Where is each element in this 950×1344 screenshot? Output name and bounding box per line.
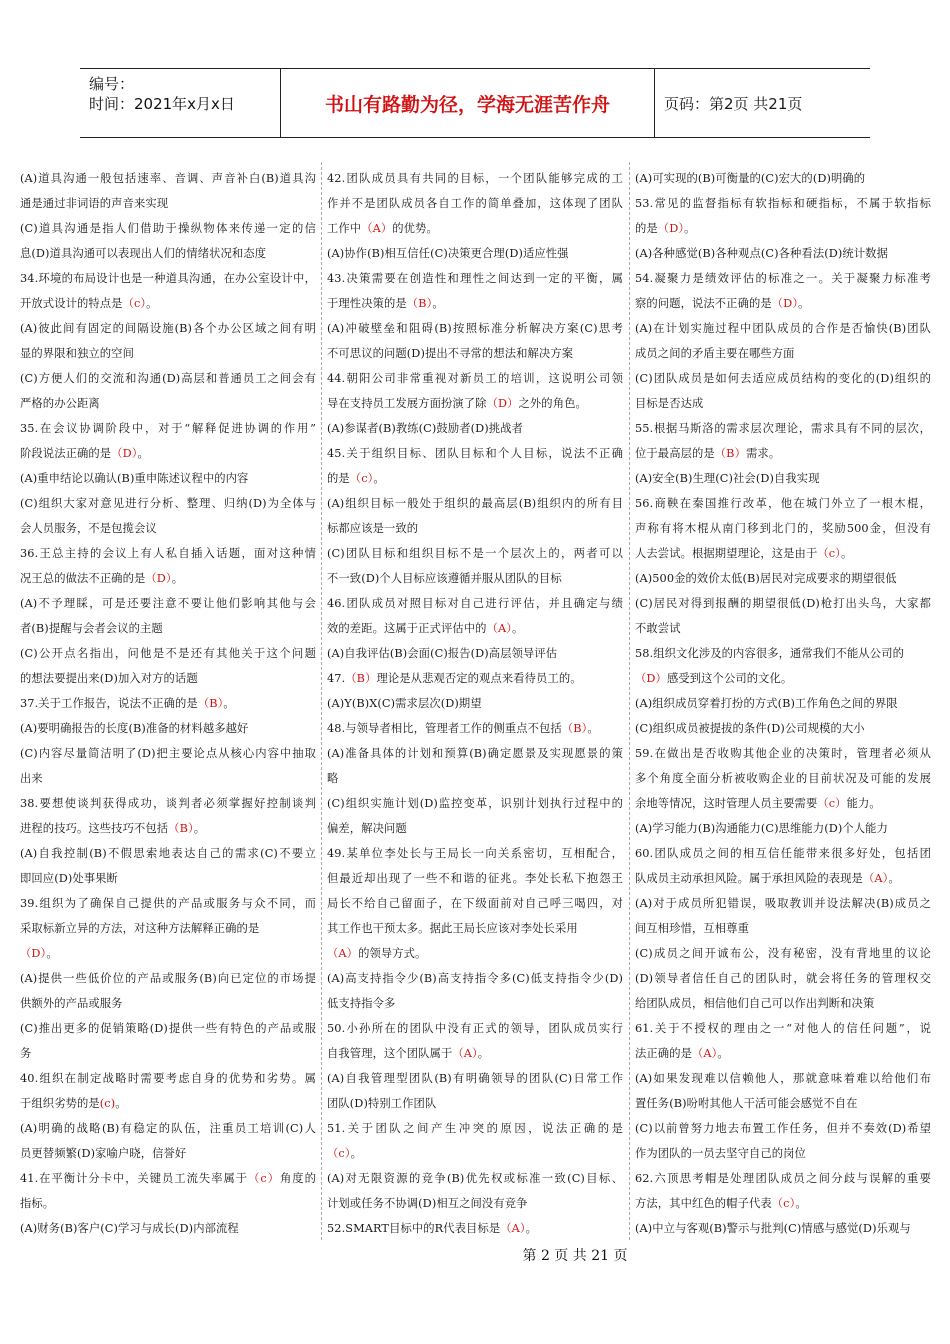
- text-line: 作为团队的一员去坚守自己的岗位: [635, 1147, 806, 1160]
- text-line: 45.关于组织目标、团队目标和个人目标，说法不正确: [327, 447, 623, 460]
- text-line: 作并不是团队成员各自工作的简单叠加，这体现了团队: [327, 197, 623, 210]
- text-line: 余地等情况，这时管理人员主要需要（c）能力。: [635, 797, 881, 810]
- text-line: (A)冲破壁垒和阻碍(B)按照标准分析解决方案(C)思考: [327, 322, 623, 335]
- text-line: 队成员主动承担风险。属于承担风险的表现是（A）。: [635, 872, 900, 885]
- answer-mark: （c）: [817, 547, 841, 560]
- text-line: (A)参谋者(B)教练(C)鼓励者(D)挑战者: [327, 422, 523, 435]
- text-line: (A)可实现的(B)可衡量的(C)宏大的(D)明确的: [635, 172, 866, 185]
- text-line: (A)自我评估(B)会面(C)报告(D)高层领导评估: [327, 647, 558, 660]
- text-line: 的是（D）。: [635, 222, 696, 235]
- text-line: 息(D)道具沟通可以表现出人们的情绪状况和态度: [20, 247, 267, 260]
- text-line: (A)在计划实施过程中团队成员的合作是否愉快(B)团队: [635, 322, 931, 335]
- text-column-1: [20, 166, 316, 1236]
- text-line: (A)500金的效价太低(B)居民对完成要求的期望很低: [635, 572, 897, 585]
- text-line: 局长不给自己留面子，在下级面前对自己呼三喝四，对: [327, 897, 623, 910]
- answer-mark: （c）: [817, 797, 847, 810]
- text-line: 51.关于团队之间产生冲突的原因，说法正确的是: [327, 1122, 623, 1135]
- text-line: (C)组织成员被提拔的条件(D)公司规模的大小: [635, 722, 865, 735]
- text-line: (A)道具沟通一般包括速率、音调、声音补白(B)道具沟: [20, 172, 316, 185]
- text-line: 41.在平衡计分卡中，关键员工流失率属于（c）角度的: [20, 1172, 316, 1185]
- text-line: (A)对无限资源的竞争(B)优先权或标准一致(C)目标、: [327, 1172, 623, 1185]
- page-header: [80, 68, 870, 138]
- text-line: (A)协作(B)相互信任(C)决策更合理(D)适应性强: [327, 247, 569, 260]
- text-line: 55.根据马斯洛的需求层次理论，需求具有不同的层次，: [635, 422, 931, 435]
- answer-mark: （A）: [327, 947, 359, 960]
- text-line: (A)重申结论以确认(B)重申陈述议程中的内容: [20, 472, 249, 485]
- text-line: 置任务(B)吩咐其他人干活可能会感觉不自在: [635, 1097, 858, 1110]
- text-line: 36.王总主持的会议上有人私自插入话题，面对这种情: [20, 547, 316, 560]
- text-line: 指标。: [20, 1197, 55, 1210]
- text-line: 43.决策需要在创造性和理性之间达到一定的平衡，属: [327, 272, 623, 285]
- text-line: 采取标新立异的方法，对这种方法解释正确的是: [20, 922, 260, 935]
- text-line: 多个角度全面分析被收购企业的目前状况及可能的发展: [635, 772, 931, 785]
- text-line: （c）。: [327, 1147, 362, 1160]
- text-line: (A)学习能力(B)沟通能力(C)思维能力(D)个人能力: [635, 822, 888, 835]
- header-page-cell: [655, 69, 870, 137]
- answer-mark: （c）: [327, 1147, 351, 1160]
- text-line: 略: [327, 772, 339, 785]
- text-line: (A)自我控制(B)不假思索地表达自己的需求(C)不要立: [20, 847, 316, 860]
- text-line: 42.团队成员具有共同的目标，一个团队能够完成的工: [327, 172, 623, 185]
- text-line: 者(B)提醒与会者会议的主题: [20, 622, 163, 635]
- answer-mark: （D）: [145, 572, 172, 585]
- text-line: 不一致(D)个人目标应该遵循并服从团队的目标: [327, 572, 562, 585]
- text-line: (A)要明确报告的长度(B)准备的材料越多越好: [20, 722, 249, 735]
- text-line: 59.在做出是否收购其他企业的决策时，管理者必须从: [635, 747, 931, 760]
- text-line: 34.环境的布局设计也是一种道具沟通，在办公室设计中，: [20, 272, 316, 285]
- text-line: (C)团队目标和组织目标不是一个层次上的，两者可以: [327, 547, 623, 560]
- text-line: 58.组织文化涉及的内容很多，通常我们不能从公司的: [635, 647, 904, 660]
- text-line: 进程的技巧。这些技巧不包括（B）。: [20, 822, 206, 835]
- answer-mark: （D）: [635, 672, 667, 685]
- text-line: (C)以前曾努力地去布置工作任务，但并不奏效(D)希望: [635, 1122, 931, 1135]
- answer-mark: （A）: [361, 222, 393, 235]
- answer-mark: （D）: [771, 297, 799, 310]
- text-line: 50.小孙所在的团队中没有正式的领导，团队成员实行: [327, 1022, 623, 1035]
- text-line: (C)公开点名指出，问他是不是还有其他关于这个问题: [20, 647, 316, 660]
- text-line: 成员之间的矛盾主要在哪些方面: [635, 347, 795, 360]
- text-line: 目标是否达成: [635, 397, 704, 410]
- answer-mark: （D）: [657, 222, 685, 235]
- text-line: 方法，其中红色的帽子代表（c）。: [635, 1197, 807, 1210]
- text-line: （D）感受到这个公司的文化。: [635, 672, 793, 685]
- answer-mark: （B）: [561, 722, 588, 735]
- text-line: (A)组织目标一般处于组织的最高层(B)组织内的所有目: [327, 497, 623, 510]
- page-info: 页码：第2页 共21页: [664, 95, 803, 113]
- text-line: (D)领导者信任自己的团队时，就会将任务的管理权交: [635, 972, 931, 985]
- answer-mark: （D）: [486, 397, 519, 410]
- text-line: 务: [20, 1047, 32, 1060]
- text-line: 于理性决策的是（B）。: [327, 297, 444, 310]
- text-line: 44.朝阳公司非常重视对新员工的培训，这说明公司领: [327, 372, 623, 385]
- text-line: 35.在会议协调阶段中，对于“解释促进协调的作用”: [20, 422, 316, 435]
- text-line: (A)中立与客观(B)警示与批判(C)情感与感觉(D)乐观与: [635, 1222, 911, 1235]
- text-line: 员更替频繁(D)家喻户晓，信誉好: [20, 1147, 187, 1160]
- text-line: (A)财务(B)客户(C)学习与成长(D)内部流程: [20, 1222, 239, 1235]
- text-line: 不可思议的问题(D)提出不寻常的想法和解决方案: [327, 347, 574, 360]
- answer-mark: （B）: [345, 672, 377, 685]
- column-divider: [321, 162, 322, 1240]
- text-line: (C)团队成员是如何去适应成员结构的变化的(D)组织的: [635, 372, 931, 385]
- text-line: 37.关于工作报告，说法不正确的是（B）。: [20, 697, 235, 710]
- text-line: (A)不予理睬，可是还要注意不要让他们影响其他与会: [20, 597, 316, 610]
- answer-mark: (c): [99, 1097, 116, 1110]
- text-line: 声称有将木棍从南门移到北门的，奖励500金，但没有: [635, 522, 931, 535]
- footer-page-number: 第 2 页 共 21 页: [522, 1248, 628, 1264]
- column-divider: [629, 162, 630, 1240]
- text-line: (A)各种感觉(B)各种观点(C)各种看法(D)统计数据: [635, 247, 888, 260]
- text-line: 61.关于不授权的理由之一“对他人的信任问题”，说: [635, 1022, 931, 1035]
- text-line: 导在支持员工发展方面扮演了除（D）之外的角色。: [327, 397, 587, 410]
- text-line: (C)组织实施计划(D)监控变革，识别计划执行过程中的: [327, 797, 623, 810]
- text-line: 通是通过非词语的声音来实现: [20, 197, 169, 210]
- answer-mark: （c）: [248, 1172, 281, 1185]
- text-line: (C)成员之间开诚布公，没有秘密，没有背地里的议论: [635, 947, 931, 960]
- text-line: 会人员服务，不是包揽会议: [20, 522, 157, 535]
- text-line: 严格的办公距离: [20, 397, 100, 410]
- text-line: (C)推出更多的促销策略(D)提供一些有特色的产品或服: [20, 1022, 316, 1035]
- text-line: 不敢尝试: [635, 622, 681, 635]
- text-column-2: [327, 166, 623, 1236]
- text-line: 察的问题，说法不正确的是（D）。: [635, 297, 810, 310]
- text-line: (C)方便人们的交流和沟通(D)高层和普通员工之间会有: [20, 372, 316, 385]
- text-line: (A)Y(B)X(C)需求层次(D)期望: [327, 697, 482, 710]
- answer-mark: （c）: [771, 1197, 796, 1210]
- text-line: (A)组织成员穿着打扮的方式(B)工作角色之间的界限: [635, 697, 898, 710]
- text-line: (A)准备具体的计划和预算(B)确定愿景及实现愿景的策: [327, 747, 623, 760]
- text-line: 38.要想使谈判获得成功，谈判者必须掌握好控制谈判: [20, 797, 316, 810]
- answer-mark: （B）: [714, 447, 746, 460]
- text-line: 阶段说法正确的是（D）。: [20, 447, 149, 460]
- text-line: (A)安全(B)生理(C)社会(D)自我实现: [635, 472, 820, 485]
- text-line: 的是（c）。: [327, 472, 385, 485]
- page-footer: [0, 1245, 950, 1265]
- answer-mark: （A）: [452, 1047, 478, 1060]
- text-line: (A)对于成员所犯错误，吸取教训并设法解决(B)成员之: [635, 897, 931, 910]
- text-line: (C)道具沟通是指人们借助于操纵物体来传递一定的信: [20, 222, 316, 235]
- answer-mark: （A）: [486, 622, 512, 635]
- text-line: 46.团队成员对照目标对自己进行评估，并且确定与绩: [327, 597, 623, 610]
- text-line: 但最近却出现了一些不和谐的征兆。李处长私下抱怨王: [327, 872, 623, 885]
- text-line: (A)如果发现难以信赖他人，那就意味着难以给他们布: [635, 1072, 931, 1085]
- text-line: 标都应该是一致的: [327, 522, 419, 535]
- text-line: 位于最高层的是（B）需求。: [635, 447, 781, 460]
- text-line: 效的差距。这属于正式评估中的（A）。: [327, 622, 524, 635]
- answer-mark: （B）: [197, 697, 224, 710]
- answer-mark: （B）: [168, 822, 194, 835]
- text-line: 给团队成员，相信他们自己可以作出判断和决策: [635, 997, 875, 1010]
- text-line: 48.与领导者相比，管理者工作的侧重点不包括（B）。: [327, 722, 599, 735]
- text-line: 其工作也干预太多。据此王局长应该对李处长采用: [327, 922, 578, 935]
- motto: 书山有路勤为径，学海无涯苦作舟: [324, 94, 610, 116]
- text-line: 间互相珍惜，互相尊重: [635, 922, 749, 935]
- text-line: 计划或任务不协调(D)相互之间没有竞争: [327, 1197, 528, 1210]
- text-line: (C)居民对得到报酬的期望很低(D)枪打出头鸟，大家都: [635, 597, 931, 610]
- text-line: 于组织劣势的是(c)。: [20, 1097, 127, 1110]
- header-motto-cell: [281, 69, 655, 137]
- text-line: （D）。: [20, 947, 58, 960]
- text-line: 况王总的做法不正确的是（D）。: [20, 572, 184, 585]
- text-line: (A)高支持指令少(B)高支持指令多(C)低支持指令少(D): [327, 972, 623, 985]
- text-column-3: [635, 166, 931, 1236]
- text-line: 供额外的产品或服务: [20, 997, 123, 1010]
- text-line: 53.常见的监督指标有软指标和硬指标，不属于软指标: [635, 197, 931, 210]
- text-line: 即回应(D)处事果断: [20, 872, 118, 885]
- answer-mark: （A）: [862, 872, 889, 885]
- text-line: (C)内容尽量简洁明了(D)把主要论点从核心内容中抽取: [20, 747, 316, 760]
- number-label: 编号：: [89, 75, 135, 93]
- text-line: 开放式设计的特点是（c）。: [20, 297, 158, 310]
- text-line: 人去尝试。根据期望理论，这是由于（c）。: [635, 547, 853, 560]
- answer-mark: （D）: [20, 947, 47, 960]
- text-line: 47.（B）理论是从悲观否定的观点来看待员工的。: [327, 672, 582, 685]
- answer-mark: （A）: [692, 1047, 718, 1060]
- text-line: 60.团队成员之间的相互信任能带来很多好处，包括团: [635, 847, 931, 860]
- text-line: （A）的领导方式。: [327, 947, 427, 960]
- answer-mark: （B）: [406, 297, 433, 310]
- text-line: 显的界限和独立的空间: [20, 347, 134, 360]
- text-line: 法正确的是（A）。: [635, 1047, 729, 1060]
- time-label: 时间：2021年x月x日: [89, 95, 235, 113]
- text-line: 56.商鞅在秦国推行改革，他在城门外立了一根木棍，: [635, 497, 931, 510]
- text-line: (A)明确的战略(B)有稳定的队伍，注重员工培训(C)人: [20, 1122, 316, 1135]
- text-line: 54.凝聚力是绩效评估的标准之一。关于凝聚力标准考: [635, 272, 931, 285]
- answer-mark: （D）: [111, 447, 138, 460]
- text-line: (C)组织大家对意见进行分析、整理、归纳(D)为全体与: [20, 497, 316, 510]
- text-line: 工作中（A）的优势。: [327, 222, 438, 235]
- text-line: 的想法要提出来(D)加入对方的话题: [20, 672, 198, 685]
- text-line: (A)自我管理型团队(B)有明确领导的团队(C)日常工作: [327, 1072, 623, 1085]
- text-line: 低支持指令多: [327, 997, 396, 1010]
- text-line: 团队(D)特别工作团队: [327, 1097, 437, 1110]
- text-line: (A)提供一些低价位的产品或服务(B)向已定位的市场提: [20, 972, 316, 985]
- text-line: 39.组织为了确保自己提供的产品或服务与众不同，而: [20, 897, 316, 910]
- answer-mark: （A）: [500, 1222, 526, 1235]
- text-line: 偏差，解决问题: [327, 822, 407, 835]
- text-line: 52.SMART目标中的R代表目标是（A）。: [327, 1222, 538, 1235]
- text-line: 出来: [20, 772, 43, 785]
- answer-mark: （c）: [122, 297, 147, 310]
- answer-mark: （c）: [349, 472, 374, 485]
- text-line: 40.组织在制定战略时需要考虑自身的优势和劣势。属: [20, 1072, 316, 1085]
- text-line: 自我管理，这个团队属于（A）。: [327, 1047, 490, 1060]
- text-line: 49.某单位李处长与王局长一向关系密切，互相配合，: [327, 847, 623, 860]
- header-info-cell: [80, 69, 281, 137]
- text-line: (A)彼此间有固定的间隔设施(B)各个办公区域之间有明: [20, 322, 316, 335]
- text-line: 62.六顶思考帽是处理团队成员之间分歧与误解的重要: [635, 1172, 931, 1185]
